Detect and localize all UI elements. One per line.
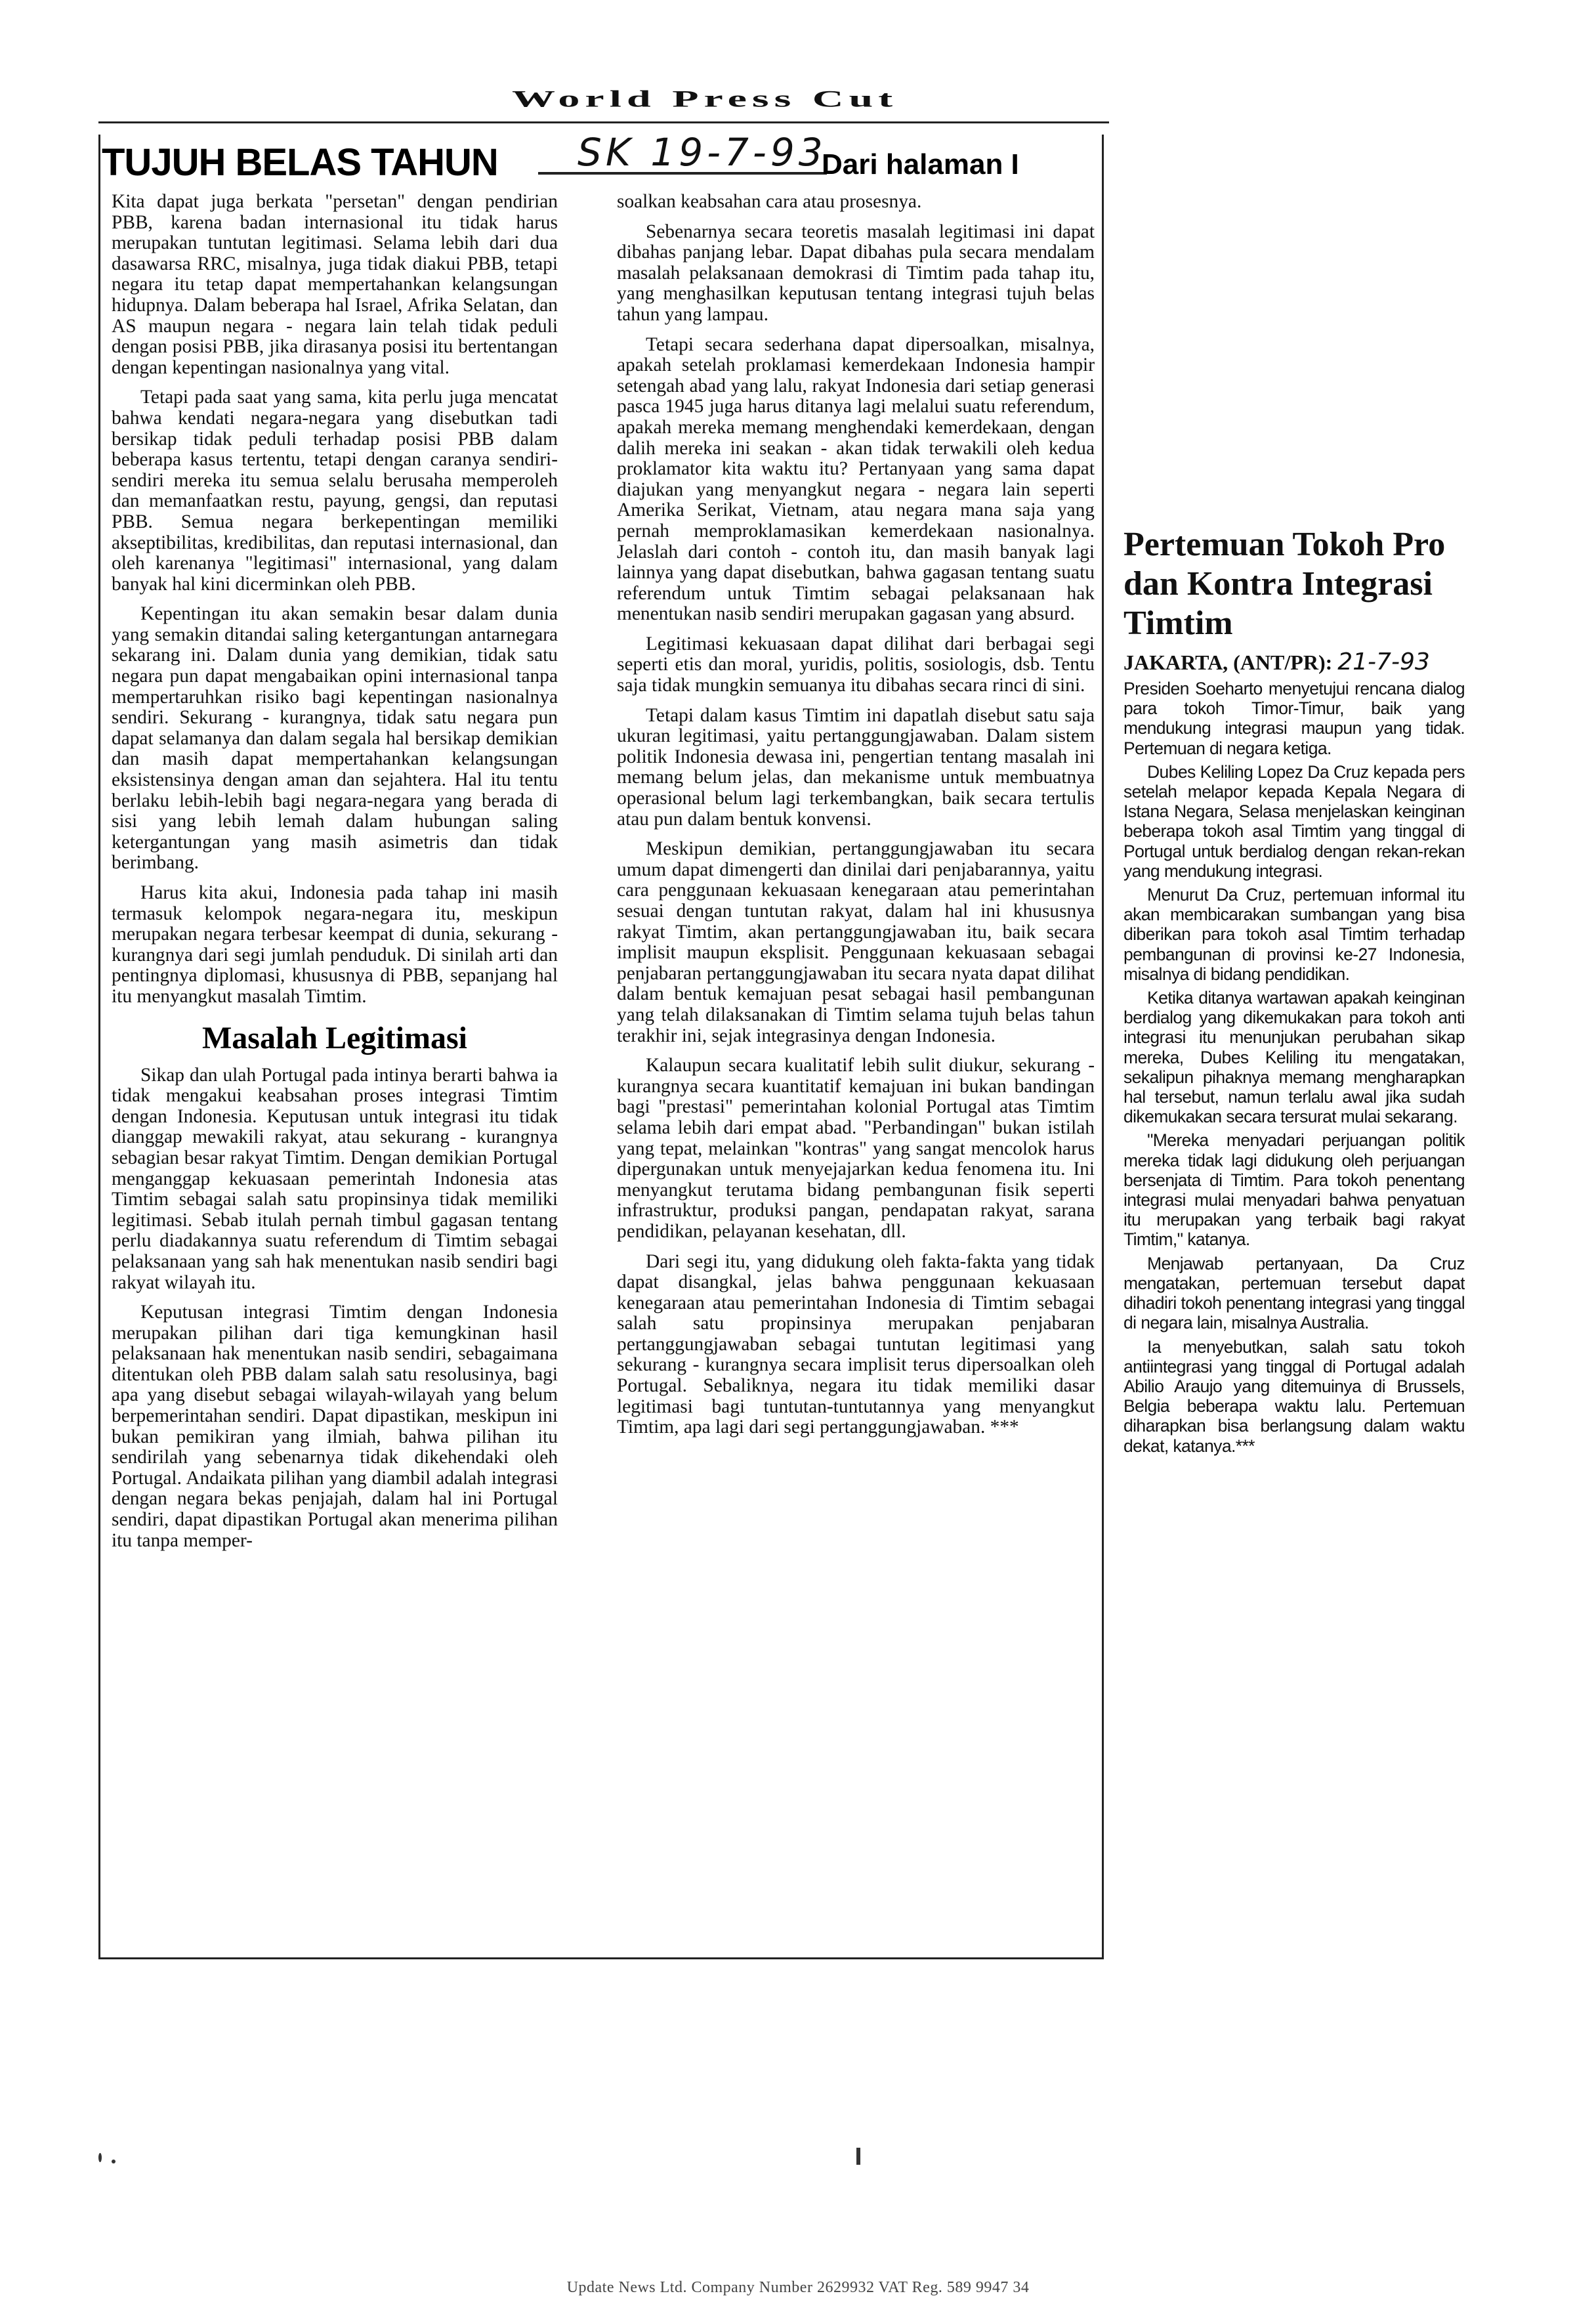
paragraph: Kalaupun secara kualitatif lebih sulit diukur, sekurang - kurangnya secara kuantitatif kemajuan ini bukan bandingan bagi "prestasi" pemerintahan kolonial Portugal atas Timtim selama lebih dari empat abad. "Perbandingan" bukan istilah yang tepat, melainkan "kontras" yang sangat mencolok harus dipergunakan untuk menyejajarkan kedua fenomena itu. Ini menyangkut terutama bidang pembangunan fisik seperti infrastruktur, produksi pangan, pendapatan rakyat, sarana pendidikan, pelayanan kesehatan, dll. (617, 1055, 1095, 1242)
paragraph: Ia menyebutkan, salah satu tokoh antiintegrasi yang tinggal di Portugal adalah Abilio Araujo yang ditemuinya di Brussels, Belgia beberapa waktu lalu. Pertemuan diharapkan bisa berlangsung dalam waktu dekat, katanya.*** (1124, 1336, 1465, 1456)
paragraph: Harus kita akui, Indonesia pada tahap ini masih termasuk kelompok negara-negara itu, meskipun merupakan negara terbesar keempat di dunia, sekurang - kurangnya dari segi jumlah penduduk. Di sinilah arti dan pentingnya diplomasi, khususnya di PBB, sepanjang hal itu menyangkut masalah Timtim. (112, 882, 558, 1007)
continued-from-label: Dari halaman I (822, 148, 1019, 181)
article-column-2 (617, 192, 1095, 1951)
paragraph: Tetapi dalam kasus Timtim ini dapatlah disebut satu saja ukuran legitimasi, yaitu pertanggungjawaban. Dalam sistem politik Indonesia dewasa ini, pengertian tentang masalah ini memang belum jelas, dan mekanisme untuk membuatnya operasional belum lagi terkembangkan, baik secara tertulis atau pun dalam bentuk konvensi. (617, 704, 1095, 830)
footer-credit: Update News Ltd. Company Number 2629932 VAT Reg. 589 9947 34 (566, 2279, 1030, 2296)
paragraph: Legitimasi kekuasaan dapat dilihat dari berbagai segi seperti etis dan moral, yuridis, politis, sosiologis, dsb. Tentu saja tidak mungkin semuanya itu dibahas secara rinci di sini. (617, 633, 1095, 696)
paragraph: Dubes Keliling Lopez Da Cruz kepada pers setelah melapor kepada Kepala Negara di Istana Negara, Selasa menjelaskan keinginan beberapa tokoh asal Timtim yang tinggal di Portugal untuk berdialog dengan rekan-rekan yang mendukung integrasi. (1124, 761, 1465, 881)
article-column-1 (112, 192, 558, 1938)
paragraph: Meskipun demikian, pertanggungjawaban itu secara umum dapat dimengerti dan dinilai dari penjabarannya, yaitu cara penggunaan kekuasaan kenegaraan atau pemerintahan sesuai dengan tuntutan rakyat, dalam hal ini khususnya rakyat Timtim, akan pertanggungjawaban itu, baik secara implisit maupun eksplisit. Penggunaan kekuasaan sebagai penjabaran pertanggungjawaban itu secara nyata dapat dilihat dalam bentuk kemajuan pesat sebagai hasil pembangunan yang telah dilaksanakan di Timtim selama tujuh belas tahun terakhir ini, sejak integrasinya dengan Indonesia. (617, 838, 1095, 1046)
paragraph: soalkan keabsahan cara atau prosesnya. (617, 192, 922, 212)
paragraph: Ketika ditanya wartawan apakah keinginan berdialog yang dikemukakan para tokoh anti integrasi itu menunjukan perubahan sikap mereka, Dubes Keliling itu mengatakan, sekalipun pihaknya memang mengharapkan hal tersebut, namun terlalu awal jika sudah dikemukakan secara tersurat mulai sekarang. (1124, 988, 1465, 1127)
paragraph: Dari segi itu, yang didukung oleh fakta-fakta yang tidak dapat disangkal, jelas bahwa penggunaan kekuasaan kenegaraan atau pemerintahan Indonesia di Timtim sebagai salah satu propinsinya merupakan penjabaran pertanggungjawaban sebagai tuntutan legitimasi yang sekurang - kurangnya secara implisit terus dipersoalkan oleh Portugal. Sebaliknya, negara itu tidak memiliki dasar legitimasi bagi tuntutan-tuntutannya yang menyangkut Timtim, apa lagi dari segi pertanggungjawaban. *** (617, 1250, 1095, 1438)
paragraph: Tetapi secara sederhana dapat dipersoalkan, misalnya, apakah setelah proklamasi kemerdekaan Indonesia hampir setengah abad yang lalu, rakyat Indonesia dari setiap generasi pasca 1945 juga harus ditanya lagi melalui suatu referendum, apakah mereka memang menghendaki kemerdekaan, dengan dalih mereka ini seakan - akan tidak terwakili oleh kedua proklamator kita waktu itu? Pertanyaan yang sama dapat diajukan yang menyangkut negara - negara lain seperti Amerika Serikat, Vietnam, atau negara mana saja yang pernah memproklamasikan kemerdekaan nasionalnya. Jelaslah dari contoh - contoh itu, dan masih banyak lagi lainnya yang dapat disebutkan, bahwa gagasan tentang suatu referendum untuk Timtim sebagai pelaksanaan hak menentukan nasib sendiri merupakan gagasan yang absurd. (617, 333, 1095, 625)
scan-mark (856, 2148, 860, 2165)
dateline-text: JAKARTA, (ANT/PR): (1124, 650, 1333, 674)
paragraph: Menjawab pertanyaan, Da Cruz mengatakan, pertemuan tersebut dapat dihadiri tokoh penentang integrasi yang tinggal di negara lain, misalnya Australia. (1124, 1253, 1465, 1333)
handwritten-date: SK 19-7-93 (578, 130, 827, 175)
paragraph: Sikap dan ulah Portugal pada intinya berarti bahwa ia tidak mengakui keabsahan proses integrasi Timtim dengan Indonesia. Keputusan untuk integrasi itu tidak dianggap mewakili rakyat, atau sekurang - kurangnya sebagian besar rakyat Timtim. Dengan demikian Portugal menganggap kekuasaan pemerintah Indonesia atas Timtim sebagai salah satu propinsinya tidak memiliki legitimasi. Sebab itulah pernah timbul gagasan tentang perlu diadakannya suatu referendum di Timtim sebagai pelaksanaan yang sah hak menentukan nasib sendiri bagi rakyat wilayah itu. (112, 1064, 558, 1293)
paragraph: Keputusan integrasi Timtim dengan Indonesia merupakan pilihan dari tiga kemungkinan hasil pelaksanaan hak menentukan nasib sendiri, sebagaimana ditentukan oleh PBB dalam salah satu resolusinya, bagi apa yang disebut sebagai wilayah-wilayah yang belum berpemerintahan sendiri. Dapat dipastikan, meskipun ini bukan pemikiran yang ilmiah, bahwa pilihan itu sendirilah yang sebenarnya tidak dikehendaki oleh Portugal. Andaikata pilihan yang diambil adalah integrasi dengan negara bekas penjajah, dalam hal ini Portugal sendiri, dapat dipastikan Portugal akan menerima pilihan itu tanpa memper- (112, 1302, 558, 1551)
scan-speck (112, 2160, 116, 2163)
paragraph: Presiden Soeharto menyetujui rencana dialog para tokoh Timor-Timur, baik yang mendukung integrasi maupun yang tidak. Pertemuan di negara ketiga. (1124, 679, 1465, 758)
sidebar-dateline (1124, 650, 1465, 675)
paragraph: Tetapi pada saat yang sama, kita perlu juga mencatat bahwa kendati negara-negara yang disebutkan tadi bersikap tidak peduli terhadap posisi PBB dalam beberapa kasus tertentu, tetapi dengan caranya sendiri-sendiri mereka itu semua selalu berusaha memperoleh dan memanfaatkan restu, payung, gengsi, dan reputasi PBB. Semua negara berkepentingan memiliki akseptibilitas, kredibilitas, dan reputasi internasional, dan oleh karenanya "legitimasi" internasional, yang dalam banyak hal kini dicerminkan oleh PBB. (112, 387, 558, 595)
article-headline: TUJUH BELAS TAHUN (102, 141, 498, 184)
scan-speck (98, 2153, 102, 2162)
masthead-cut: World Press Cut (512, 85, 898, 107)
sidebar-article (1124, 519, 1465, 1543)
section-subhead: Masalah Legitimasi (202, 1020, 467, 1055)
sidebar-title: Pertemuan Tokoh Pro dan Kontra Integrasi Timtim (1124, 526, 1446, 642)
paragraph: Kepentingan itu akan semakin besar dalam dunia yang semakin ditandai saling ketergantungan antarnegara sekarang ini. Dalam dunia yang demikian, tidak satu negara pun dapat mengabaikan opini internasional tanpa mempertaruhkan risiko bagi kepentingan nasionalnya sendiri. Sekurang - kurangnya, tidak satu negara pun dapat selamanya dan dalam segala hal bersikap demikian dan masih dapat mempertahankan kelangsungan eksistensinya dengan aman dan sejahtera. Hal itu tentu berlaku lebih-lebih bagi negara-negara yang berada di sisi yang lebih lemah dalam hubungan saling ketergantungan yang masih asimetris dan tidak berimbang. (112, 603, 558, 874)
paragraph: Kita dapat juga berkata "persetan" dengan pendirian PBB, karena badan internasional itu tidak harus merupakan tuntutan legitimasi. Selama lebih dari dua dasawarsa RRC, misalnya, juga tidak diakui PBB, tetapi negara itu tetap dapat mempertahankan kelangsungan hidupnya. Dalam beberapa hal Israel, Afrika Selatan, dan AS maupun negara - negara lain telah tidak peduli dengan posisi PBB, jika dirasanya posisi itu bertentangan dengan kepentingan nasionalnya yang vital. (112, 192, 558, 378)
paragraph: Sebenarnya secara teoretis masalah legitimasi ini dapat dibahas panjang lebar. Dapat dibahas pula secara mendalam masalah pelaksanaan demokrasi di Timtim pada tahap itu, yang menghasilkan keputusan tentang integrasi tujuh belas tahun yang lampau. (617, 221, 1095, 325)
paragraph: Menurut Da Cruz, pertemuan informal itu akan membicarakan sumbangan yang bisa diberikan para tokoh asal Timtim terhadap pembangunan di provinsi ke-27 Indonesia, misalnya di bidang pendidikan. (1124, 885, 1465, 984)
sidebar-handwritten-date: 21-7-93 (1337, 649, 1430, 675)
top-rule (98, 121, 1109, 123)
paragraph: "Mereka menyadari perjuangan politik mereka tidak lagi didukung oleh perjuangan bersenjata di Timtim. Para tokoh penentang integrasi mulai menyadari bahwa penyatuan itu merupakan yang terbaik bagi rakyat Timtim," katanya. (1124, 1130, 1465, 1250)
sidebar-body (1124, 679, 1465, 1456)
